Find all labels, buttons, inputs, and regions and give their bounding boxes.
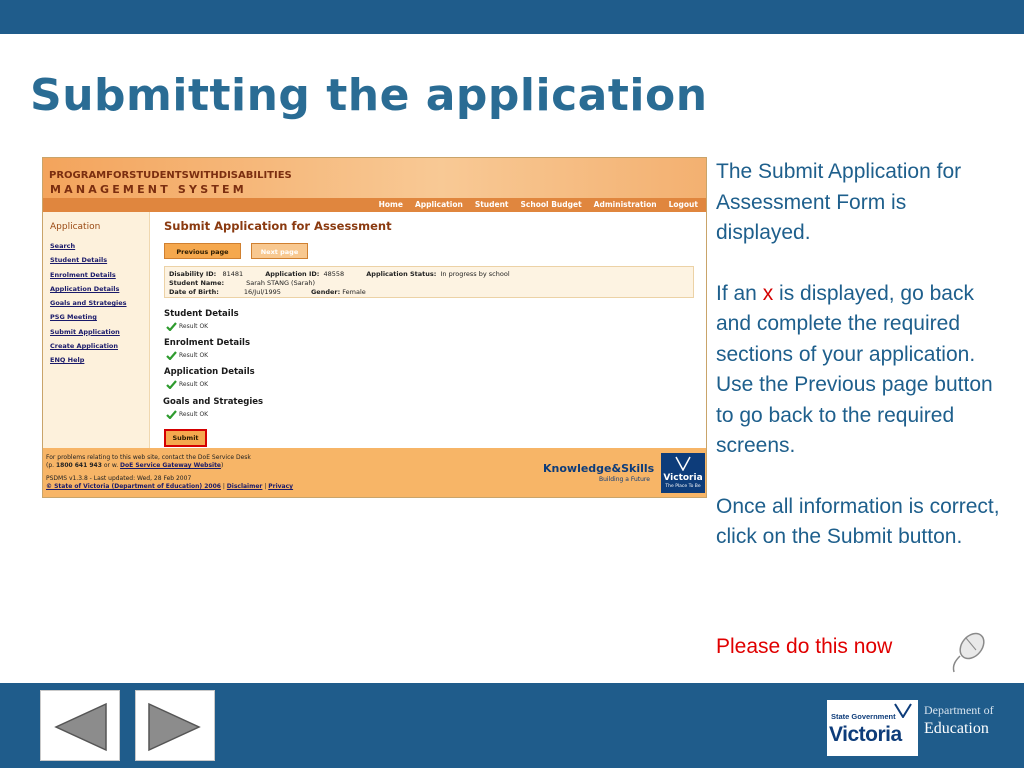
- submit-button-label: Submit: [172, 434, 199, 442]
- app-header: [43, 158, 707, 198]
- nav-student[interactable]: Student: [474, 200, 509, 209]
- top-bar: [0, 0, 1024, 34]
- footer-phone-line: (p. 1800 641 943 or w. DoE Service Gateway Website): [46, 462, 224, 469]
- knowledge-skills-logo: Knowledge&Skills: [543, 462, 655, 475]
- app-nav-bar: [43, 198, 707, 212]
- dept-line-2: Education: [924, 720, 989, 737]
- sidebar-item-enq-help[interactable]: ENQ Help: [50, 356, 85, 365]
- sidebar-item-enrolment-details[interactable]: Enrolment Details: [50, 270, 116, 279]
- nav-school-budget[interactable]: School Budget: [520, 200, 582, 209]
- sidebar-title: Application: [50, 222, 101, 232]
- footer-version: PSDMS v1.3.8 - Last updated: Wed, 28 Feb 2007: [46, 475, 192, 482]
- bottom-bar: [0, 683, 1024, 768]
- embedded-screenshot: [42, 157, 707, 498]
- app-logo-line1: PROGRAMFORSTUDENTSWITHDISABILITIES: [49, 170, 292, 181]
- triangle-logo-icon: [675, 455, 691, 471]
- result-student-details: Result OK: [166, 322, 208, 331]
- section-student-details: Student Details: [164, 309, 239, 319]
- knowledge-skills-tagline: Building a Future: [599, 476, 650, 483]
- gateway-link[interactable]: DoE Service Gateway Website: [120, 462, 222, 469]
- call-to-action: Please do this now: [716, 635, 893, 658]
- section-enrolment-details: Enrolment Details: [164, 338, 251, 348]
- result-enrolment-details: Result OK: [166, 351, 208, 360]
- slide-title: Submitting the application: [30, 70, 708, 121]
- sidebar-links: [50, 242, 127, 371]
- instruction-para-1: The Submit Application for Assessment Form is displayed.: [716, 160, 962, 244]
- application-info-box: [164, 266, 694, 298]
- triangle-left-icon: [52, 702, 108, 752]
- sidebar-item-search[interactable]: Search: [50, 242, 76, 250]
- info-row-dob: Date of Birth: 16/Jul/1995 Gender: Female: [169, 288, 366, 296]
- nav-application[interactable]: Application: [414, 200, 463, 209]
- sidebar-item-psg-meeting[interactable]: PSG Meeting: [50, 313, 97, 322]
- back-button[interactable]: [40, 690, 120, 761]
- app-footer: [43, 448, 707, 498]
- victoria-brand-box: State Government Victoria: [827, 700, 918, 756]
- triangle-logo-icon: [893, 702, 913, 718]
- victoria-logo: Victoria The Place To Be: [661, 453, 705, 493]
- disclaimer-link[interactable]: Disclaimer: [226, 483, 263, 490]
- instruction-para-2: If an x is displayed, go back and complete the required sections of your application. Use the Previous page button to go back to the required screens.: [716, 281, 993, 457]
- submit-button[interactable]: [164, 429, 207, 447]
- dept-line-1: Department of: [924, 703, 994, 717]
- nav-logout[interactable]: Logout: [668, 200, 698, 209]
- footer-links: © State of Victoria (Department of Education) 2006 | Disclaimer | Privacy: [46, 483, 294, 490]
- check-icon: [166, 351, 177, 360]
- instruction-panel: [716, 157, 1006, 583]
- section-goals-and-strategies: Goals and Strategies: [163, 397, 264, 407]
- copyright-link[interactable]: © State of Victoria (Department of Education) 2006: [46, 483, 221, 490]
- x-marker: x: [762, 281, 774, 305]
- app-sidebar: [43, 212, 150, 448]
- app-main: [151, 212, 707, 448]
- dept-education-logo: [827, 700, 997, 756]
- sidebar-item-goals-and-strategies[interactable]: Goals and Strategies: [50, 299, 127, 308]
- app-logo-line2: MANAGEMENT SYSTEM: [50, 183, 247, 196]
- nav-home[interactable]: Home: [378, 200, 403, 209]
- previous-page-button[interactable]: Previous page: [164, 243, 241, 259]
- result-application-details: Result OK: [166, 380, 208, 389]
- info-row-name: Student Name: Sarah STANG (Sarah): [169, 279, 316, 287]
- forward-button[interactable]: [135, 690, 215, 761]
- sidebar-item-submit-application[interactable]: Submit Application: [50, 327, 120, 336]
- triangle-right-icon: [147, 702, 203, 752]
- nav-administration[interactable]: Administration: [593, 200, 657, 209]
- section-application-details: Application Details: [164, 367, 255, 377]
- info-row-ids: Disability ID: 81481 Application ID: 48558 Application Status: In progress by school: [169, 270, 510, 278]
- next-page-button[interactable]: Next page: [251, 243, 308, 259]
- footer-contact: For problems relating to this web site, contact the DoE Service Desk: [46, 454, 251, 461]
- privacy-link[interactable]: Privacy: [268, 483, 294, 490]
- check-icon: [166, 322, 177, 331]
- sidebar-item-student-details[interactable]: Student Details: [50, 256, 108, 265]
- check-icon: [166, 410, 177, 419]
- sidebar-item-create-application[interactable]: Create Application: [50, 342, 119, 351]
- mouse-icon: [946, 630, 986, 674]
- instruction-para-3: Once all information is correct, click on the Submit button.: [716, 494, 1000, 548]
- check-icon: [166, 380, 177, 389]
- sidebar-item-application-details[interactable]: Application Details: [50, 284, 120, 293]
- result-goals-and-strategies: Result OK: [166, 410, 208, 419]
- form-title: Submit Application for Assessment: [164, 219, 392, 233]
